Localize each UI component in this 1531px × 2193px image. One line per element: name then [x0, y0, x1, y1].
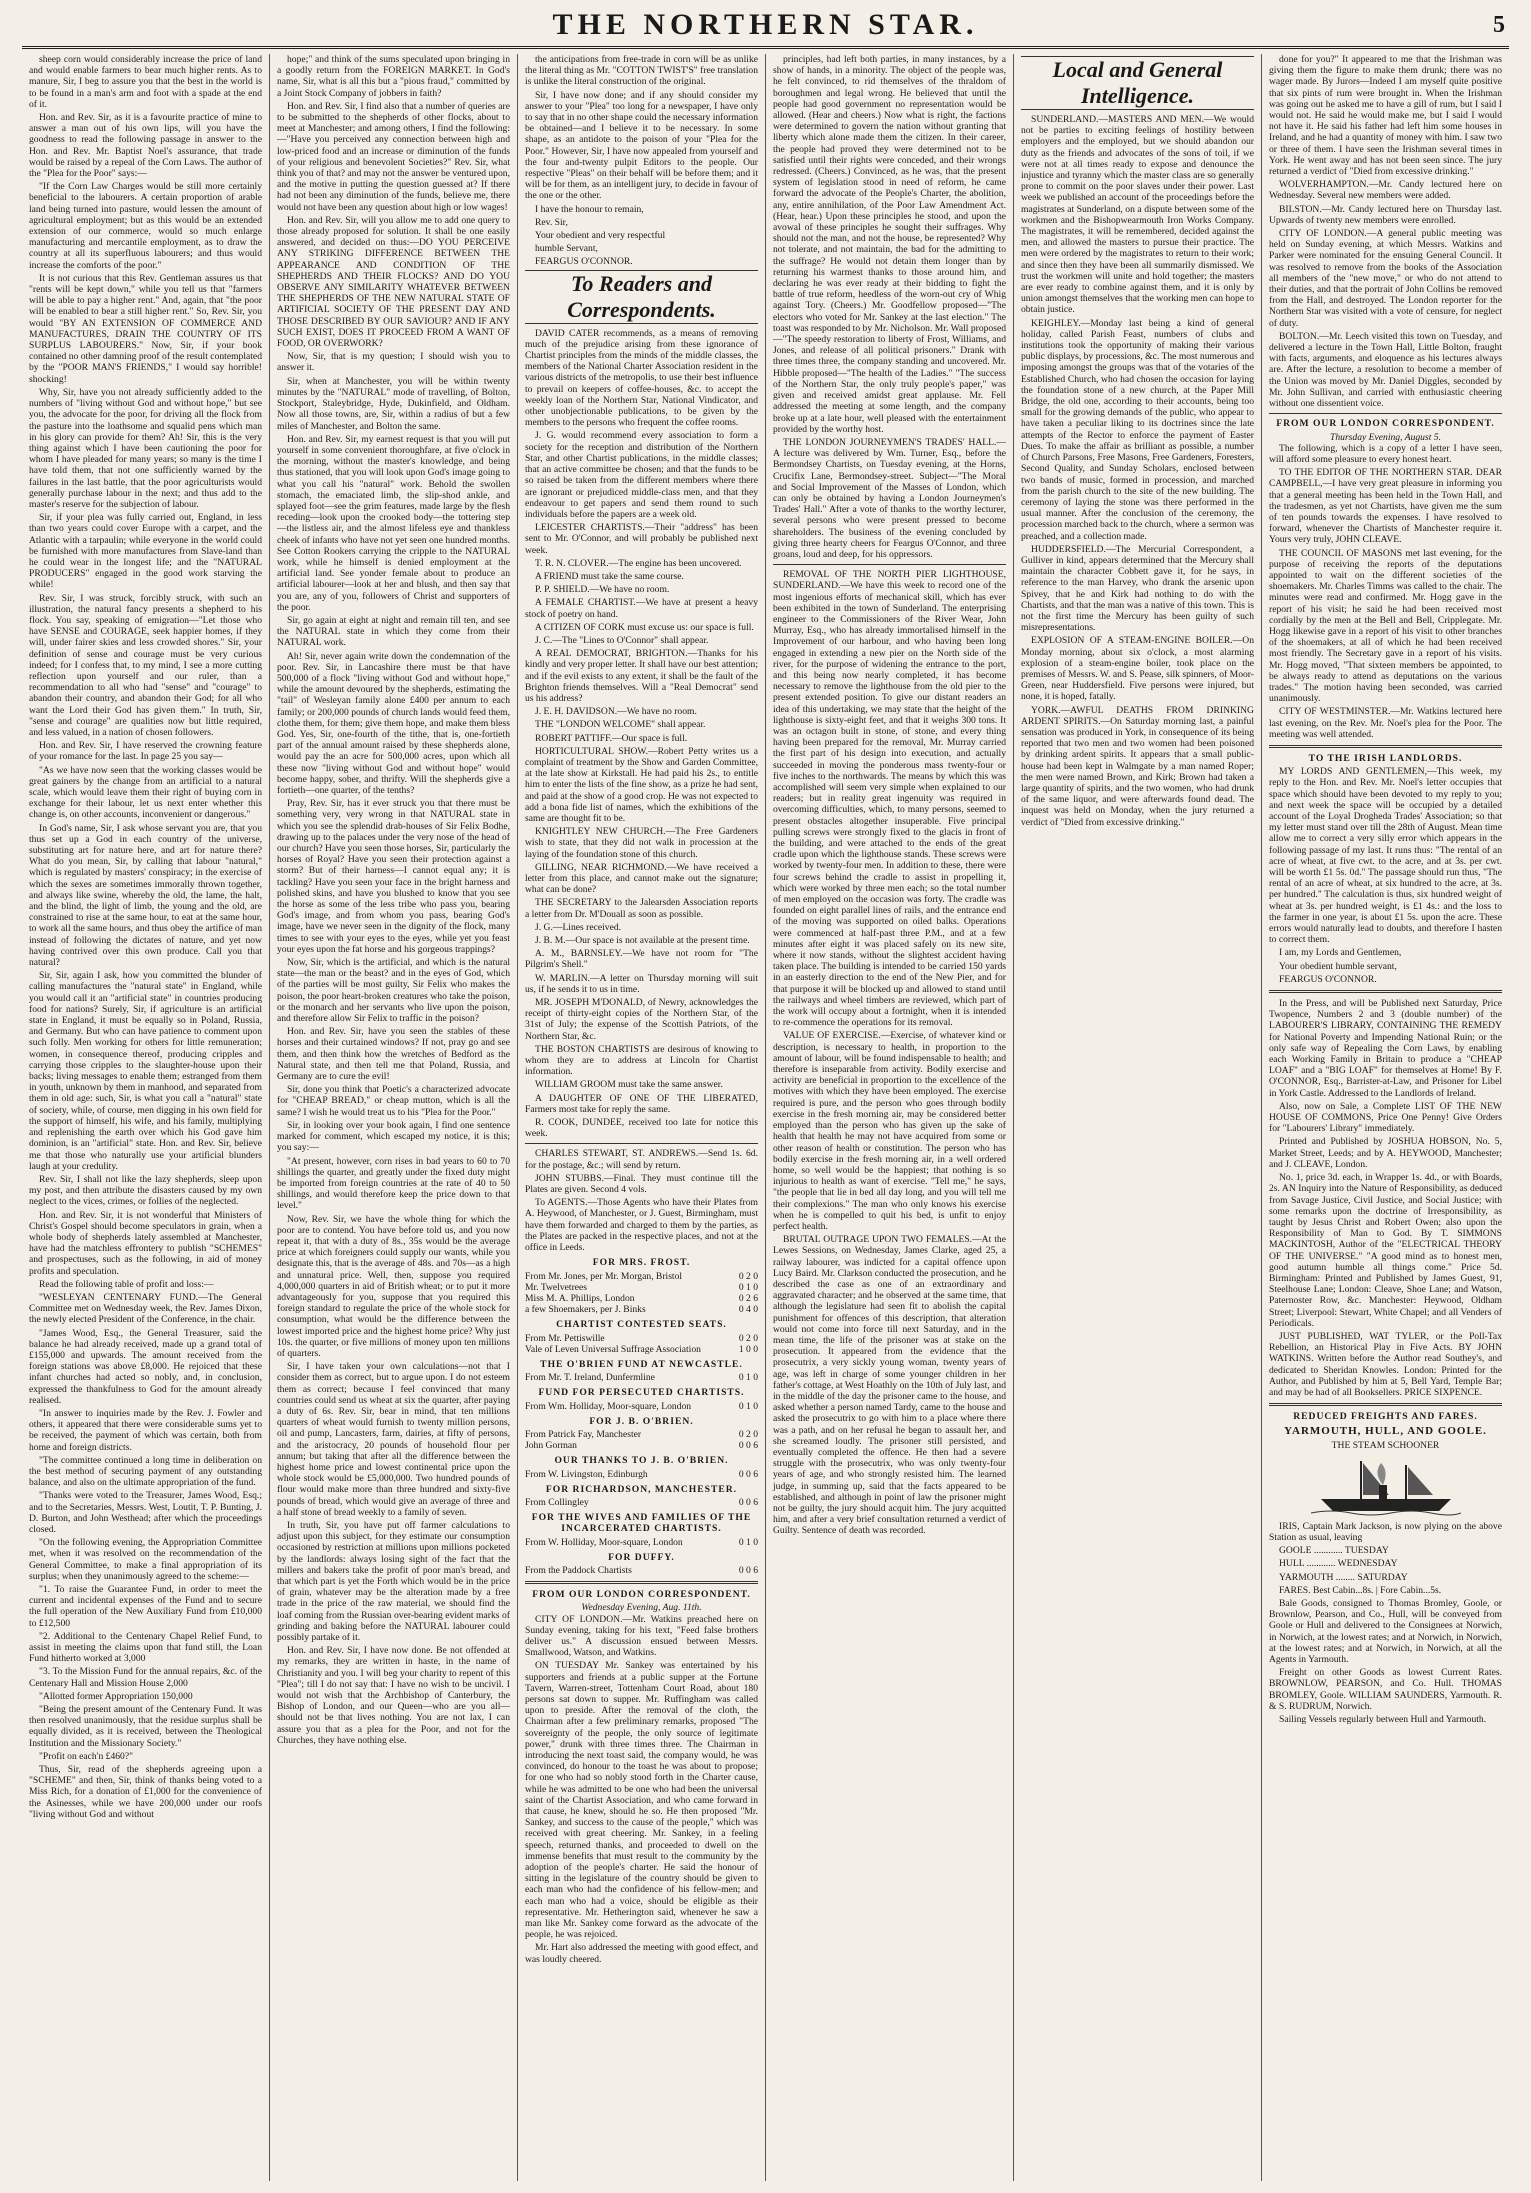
column-5: [1014, 54, 1262, 2181]
paragraph: Hon. and Rev. Sir, I have reserved the crowning feature of your romance for the last. In page 25 you say—: [29, 740, 262, 763]
column-2: [270, 54, 518, 2181]
paragraph: Sir, go again at eight at night and remain till ten, and see the NATURAL state in which they come from their NATURAL work.: [277, 614, 510, 649]
paragraph: done for you?" It appeared to me that the Irishman was giving them the figure to make them drunk; there was no wager made. By Jurors—Indeed I am myself quite positive that six pints of rum were brought in. When the Irishman was going out he asked me to have a gill of rum, but I said I would not. He said he would make me, but I said I would not have it. He said his father had left him some houses in Ireland, and he had a quantity of money with him. I saw two or three of them. I have seen the Irishman several times in York. He went away and has not been seen since. The jury returned a verdict of "Died from excessive drinking.": [1269, 54, 1502, 178]
paragraph: In God's name, Sir, I ask whose servant you are, that you thus set up a God in each country of the universe, substituting art for nature here, and art for nature there? What do you mean, Sir, by calling that labour "natural," which is regulated by masters' conspiracy; in the exercise of which the sexes are sometimes immorally thrown together, and always like swine, whereby the old, the lame, the halt, and the blind, the light of limb, the young and the old, are constrained to rise at the same hour, to eat at the same hour, to work all the same hours, and thus obey the artifice of man instead of following the dictates of nature, and yet now having contrived over this own produce. Call you that natural?: [29, 822, 262, 969]
subscription-row: [525, 1537, 758, 1548]
paragraph: ROBERT PATTIFF.—Our space is full.: [535, 732, 688, 744]
paragraph: J. G.—Lines received.: [535, 921, 622, 933]
paragraph: Hon. and Rev. Sir, I have now done. Be not offended at my remarks, they are written in haste, in the name of Christianity and you. I will beg your charity to repent of this "Plea"; till I do not say that: I have no wish to be uncivil. I would not wish that the Archbishop of Canterbury, the Bishop of London, and our Queen—who are you all—should not be that lives nothing. You are not lax, I can assure you that as a plea for the Poor, and not for the Churches, they have nothing else.: [277, 1645, 510, 1746]
paragraph: Read the following table of profit and loss:—: [39, 1278, 214, 1290]
paragraph: A CITIZEN OF CORK must excuse us: our space is full.: [535, 621, 754, 633]
irish-landlords-letter: [1269, 766, 1502, 985]
paragraph: FEARGUS O'CONNOR.: [535, 256, 633, 268]
subscriptions-table-6: [525, 1469, 758, 1480]
readers-correspondents-heading: To Readers and Correspondents.: [525, 270, 758, 324]
paragraph: "1. To raise the Guarantee Fund, in order to meet the current and incidental expenses of the Fund and to secure the full operation of the New Auxiliary Fund from £10,000 to £12,500: [29, 1584, 262, 1629]
paragraph: KEIGHLEY.—Monday last being a kind of general holiday, called Parish Feast, numbers of clubs and institutions took the opportunity of making their various public displays, by processions, &c. The most numerous and imposing amongst the groups was that of the votaries of the Established Church, who had chosen the occasion for laying the foundation stone of a new church, at the Paper Mill Bridge, the old one, according to their accounts, being too small for the growing demands of the public, who appear to have taken a peculiar liking to its doctrines since the late attempts of the Rector to enforce the payment of Easter Dues. To make the affair as brilliant as possible, a number of Church Parsons, Free Masons, Free Gardeners, Foresters, Second Quality, and Sunday Scholars, enclosed between two bands of music, formed in procession, and marched from the parish church to the site of the new building. The ceremony of laying the stone was there performed in the usual manner. After the conclusion of the ceremony, the procession marched back to the church, where a sermon was preached, and a collection made.: [1021, 317, 1254, 542]
paragraph: EXPLOSION OF A STEAM-ENGINE BOILER.—On Monday morning, about six o'clock, a most alarming explosion of a steam-engine boiler, took place on the premises of Messrs. W. and S. Pease, silk spinners, of Moor-Green, near Huddersfield. Five persons were injured, but none, it is hoped, fatally.: [1021, 635, 1254, 703]
subscriptions-heading-9: FOR DUFFY.: [608, 1551, 675, 1563]
divider-double: [1269, 990, 1502, 993]
local-intelligence-heading: Local and General Intelligence.: [1021, 56, 1254, 110]
subscription-row: [525, 1282, 758, 1293]
paragraph: Also, now on Sale, a Complete LIST OF THE NEW HOUSE OF COMMONS, Price One Penny! Give Orders for "Labourers' Library" immediately.: [1269, 1100, 1502, 1135]
subscription-amount: 0 4 0: [738, 1304, 758, 1316]
paragraph: Sir, Sir, again I ask, how you committed the blunder of calling manufactures the "natural state" in England, while you would call it an "artificial state" in countries producing food for nations? Surely, Sir, if agriculture is an artificial state in England, it must be equally so in Poland, Russia, and Germany. But who can have patience to comment upon such folly. Men working for others for little remuneration; women, in consequence thereof, producing cripples and carrying those cripples to the slaughter-house upon their backs; living messages to enable them; estranged from them in youth, unknown by them in manhood, and separated from them in old age: such, Sir, is what you call a "natural" state of society, while, of course, men digging in his own field for the support of himself, his wife, and his family, multiplying and replenishing the earth over which his God gave him dominion, is an "artificial" state. Hon. and Rev. Sir, believe me that those who naturally use your artificial blunders laugh at your credulity.: [29, 970, 262, 1172]
paragraph: WILLIAM GROOM must take the same answer.: [535, 1079, 723, 1091]
paragraph: Printed and Published by JOSHUA HOBSON, No. 5, Market Street, Leeds; and by A. HEYWOOD, Manchester; and J. CLEAVE, London.: [1269, 1136, 1502, 1170]
paragraph: Mr. Hart also addressed the meeting with good effect, and was loudly cheered.: [525, 1942, 758, 1965]
paragraph: "James Wood, Esq., the General Treasurer, said the balance he had already received, made up a grand total of £155,000 and upwards. The amount received from the foreign stations was above £8,000. He rejoiced that these infant churches had acted so nobly, and, in conclusion, expressed the thankfulness to God for the amount already realised.: [29, 1327, 262, 1406]
paragraph: Ah! Sir, never again write down the condemnation of the poor. Rev. Sir, in Lancashire there must be that have 500,000 of a flock "living without God and without hope," while the amount devoured by the shepherds, estimating the "tail" of Wesleyan family alone £400 per annum to each family; or 200,000 pounds of church lands would feed them, clothe them, for them; give them hope, and make them bless God. Yes, Sir, one-fourth of the tithe, that is, one-fortieth part of the annual amount raised by these shepherds alone, would pay the an acre for 500,000 acres, upon which all these now "living without God and without hope" would become happy, sober, and thrifty. Will the shepherds give a fortieth—one quarter, of the tenths?: [277, 650, 510, 796]
paragraph: sheep corn would considerably increase the price of land and would enable farmers to bear much higher rents. As to manure, Sir, I beg to assure you that the best in the world is to be found in a man's arm and foot with a spade at the end of it.: [29, 54, 262, 110]
paragraph: Sir, in looking over your book again, I find one sentence marked for comment, which escaped my notice, it is this; you say:—: [277, 1119, 510, 1154]
paragraph: "At present, however, corn rises in bad years to 60 to 70 shillings the quarter, and greatly under the fixed duty might be imported from foreign countries at the rate of 40 to 50 shillings, and would therefore keep the price down to that level.": [277, 1155, 510, 1212]
paragraph: HULL ............ WEDNESDAY: [1279, 1558, 1398, 1570]
paragraph: J. G. would recommend every association to form a society for the reception and distribution of the Northern Star, and other Chartist publications, in the middle classes; that an active committee be chosen; and that the funds to be so raised be taken from the different members where there are ignorant or prejudiced middle-class men, and that they endeavour to get papers and send them round to such individuals before the papers are a week old.: [525, 430, 758, 520]
paragraph: CITY OF LONDON.—A general public meeting was held on Sunday evening, at which Messrs. Watkins and Parker were nominated for the ensuing General Council. It was resolved to remove from the books of the Association all members of the "new move," or who do not attend to their duties, and that the portrait of John Collins be removed from the Hall, and destroyed. The London reporter for the Northern Star was visited with a vote of censure, for neglect of duty.: [1269, 228, 1502, 329]
paragraph: Sir, done you think that Poetic's a characterized advocate for "CHEAP BREAD," or cheap mutton, which is all the same? I wish he would treat us to his "Plea for the Poor.": [277, 1084, 510, 1118]
subscriptions-table-8: [525, 1537, 758, 1548]
fares-heading: REDUCED FREIGHTS AND FARES.: [1293, 1411, 1478, 1423]
paragraph: FEARGUS O'CONNOR.: [1279, 973, 1377, 985]
paragraph: LEICESTER CHARTISTS.—Their "address" has been sent to Mr. O'Connor, and will probably be published next week.: [525, 522, 758, 556]
correspondent-heading: FROM OUR LONDON CORRESPONDENT.: [1276, 418, 1495, 430]
subscription-amount: 0 1 0: [738, 1536, 758, 1548]
subscription-row: [525, 1333, 758, 1344]
paragraph: I have the honour to remain,: [535, 203, 644, 215]
paragraph: principles, had left both parties, in many instances, by a show of hands, in a minority. The object of the people was, he felt convinced, to rid themselves of the thraldom of boroughmen and legal wrong. He believed that until the people had good government no representation would be allowed. (Hear and cheers.) Now what is right, the factions were determined to govern the nation without granting that liberty which alone made them the citizen. In their career, the people had proved they were determined not to be satisfied until their rights were conceded, and their wrongs redressed. (Cheers.) Convinced, as he was, that the present system of legislation stood in need of reform, he came forward the advocate of the People's Charter, the abolition, any, entire annihilation, of the Poor Law Amendment Act. (Hear, hear.) Upon these principles he stood, and upon the avowal of these principles he sought their suffrages. Why should not the man, and not the house, be represented? Why not tolerate, and not maintain, the bad for the admitting to the suffrage? He would not detain them longer than by returning his warmest thanks to those around him, and declaring he was ever ready at their bidding to fight the battle of true reform, heedless of the worn-out cry of Whig against Tory. (Cheers.) Mr. Goodfellow proposed—"The electors who voted for Mr. Sankey at the last election." The toast was responded to by Mr. Nicholson. Mr. Wall proposed—"The speedy restoration to liberty of Frost, Williams, and Jones, and release of all political prisoners." Drank with three times three, the company standing and uncovered. Mr. Hibble proposed—"The health of the Ladies." "The success of the Northern Star, the only truly people's paper," was given and received amidst great applause. Mr. Fell addressed the meeting at some length, and the company broke up at a late hour, well pleased with the entertainment provided by the worthy host.: [773, 54, 1007, 435]
subscriptions-table-2: [525, 1333, 758, 1355]
irish-landlords-heading: TO THE IRISH LANDLORDS.: [1308, 752, 1463, 764]
subscriptions-table-5: [525, 1429, 758, 1451]
paragraph: Hon. and Rev. Sir, will you allow me to add one query to those already proposed for solution. It shall be one easily answered, and decided on thus:—DO YOU PERCEIVE ANY STRIKING DIFFERENCE BETWEEN THE APPEARANCE AND CONDITION OF THE SHEPHERDS AND THEIR FLOCKS? AND DO YOU OBSERVE ANY SIMILARITY WHATEVER BETWEEN THE SHEPHERDS OF THE NEW NATURAL STATE OF ARTIFICIAL SOCIETY OF THE PRESENT DAY AND THOSE DESCRIBED BY OUR SAVIOUR? AND IF ANY SUCH EXIST, DOES IT PROCEED FROM A WANT OF FOOD, OR OVERWORK?: [277, 214, 510, 350]
subscriptions-table: [525, 1271, 758, 1316]
subscription-row: [525, 1344, 758, 1355]
letter-continued: [29, 54, 262, 1820]
paragraph: I am, my Lords and Gentlemen,: [1279, 947, 1402, 959]
paragraph: A FEMALE CHARTIST.—We have at present a heavy stock of poetry on hand.: [525, 597, 758, 620]
subscription-amount: 0 2 0: [738, 1270, 758, 1282]
paragraph: Hon. and Rev. Sir, it is not wonderful that Ministers of Christ's Gospel should become speculators in grain, when a whole body of shepherds lately assembled at Manchester, have had the matchless effrontery to publish "SCHEMES" and prospectuses, such as the following, in aid of money profits and speculation.: [29, 1209, 262, 1277]
subscriber-name: From Mr. Jones, per Mr. Morgan, Bristol: [525, 1270, 683, 1282]
paragraph: Hon. and Rev. Sir, have you seen the stables of these horses and their curtained windows? If not, pray go and see them, and then think how the wretches of Bedford as the Natural state, and then tell me that Poland, Russia, and Germany are to cure the evil!: [277, 1026, 510, 1083]
paragraph: Freight on other Goods as lowest Current Rates. BROWNLOW, PEARSON, and Co. Hull. THOMAS BROMLEY, Goole. WILLIAM SAUNDERS, Yarmouth. R. & S. RUDRUM, Norwich.: [1269, 1667, 1502, 1712]
steam-schooner-icon: [1311, 1455, 1461, 1517]
paragraph: A FRIEND must take the same course.: [535, 570, 684, 582]
newspaper-title: THE NORTHERN STAR.: [552, 8, 979, 41]
subscription-amount: 0 1 0: [738, 1281, 758, 1293]
paragraph: ON TUESDAY Mr. Sankey was entertained by his supporters and friends at a public supper at the Fortune Tavern, Warren-street, Tottenham Court Road, about 180 persons sat down to supper. Mr. Ruffingham was called upon to preside. After the removal of the cloth, the Chairman after a few preliminary remarks, proposed "The sovereignty of the people, the only source of legitimate power," drunk with three times three. The Chairman in introducing the next toast said, the company would, he was convinced, do honour to the toast he was about to propose; for one who had so nobly stood forth in the Charter cause, while he was admitted to be one who had been the universal saint of the Chartist Association, and who came forward in that cause, he knew, should he so. He then proposed "Mr. Sankey, and success to the cause of the people," which was received with great cheering. Mr. Sankey, in a feeling speech, returned thanks, and proceeded to dwell on the immense benefits that must result to the community by the adoption of the people's charter. He said the honour of sitting in the legislature of the country should be given to each man who had the confidence of his fellow-men; and each man who had a voice, should be eligible as their representative. Mr. Hetherington said, whenever he saw a man like Mr. Sankey come forward as the advocate of the people, he was rejoiced.: [525, 1660, 758, 1941]
paragraph: The following, which is a copy of a letter I have seen, will afford some pleasure to every honest heart.: [1269, 442, 1502, 465]
paragraph: REMOVAL OF THE NORTH PIER LIGHTHOUSE, SUNDERLAND.—We have this week to record one of the most ingenious efforts of mechanical skill, which has ever been exhibited in the town of Sunderland. The enterprising engineer to the Commissioners of the River Wear, John Murray, Esq., who has already immortalised himself in the Improvement of our harbour, and who having been long engaged in extending a new pier on the North side of the river, for the purpose of widening the entrance to the port, and this being now nearly completed, it has become necessary to remove the lighthouse from the old pier to the present extended position. To give our distant readers an idea of this undertaking, we may state that the height of the lighthouse is sixty-eight feet, and that it weighs 300 tons. It was an octagon built in stone, of stone, and every thing having been prepared for the removal, Mr. Murray carried the first part of his design into execution, and actually succeeded in moving the ponderous mass twenty-four or five inches to the northwards. The means by which this was accomplished will seem very simple when explained to our readers; but in reality great ingenuity was required in overcoming difficulties, which, to many persons, seemed to present obstacles altogether insuperable. Five principal pulling screws were strongly fixed to the glacis in front of the building, and were attached to the ends of the great cradle upon which the lighthouse stands. These screws were worked by twenty-four men. In addition to these, there were four screws behind the cradle to assist in propelling it, which were worked by three men each; so the total number of men employed on the occasion was forty. The cradle was founded on eight parallel lines of rails, and the entrance end of the moving was supported on oiled balks. Operations were commenced at half-past three P.M., and at a few minutes after eight it was placed safely on its new site, where it now stands, without the slightest accident having taken place. The building is intended to be carried 150 yards in an easterly direction to the end of the New Pier, and for that purpose it will be blocked up and allowed to stand until the railways and wheel timbers are reviewed, which part of the work will occupy about a fortnight, when it is intended to re-commence the operations for its removal.: [773, 569, 1006, 1029]
paragraph: JUST PUBLISHED, WAT TYLER, or the Poll-Tax Rebellion, an Historical Play in Five Acts. BY JOHN WATKINS. Written before the Author read Southey's, and dedicated to Sheridan Knowles. London: Printed for the Author, and Published by him at 5, Bell Yard, Temple Bar; and may be had of all Booksellers. PRICE SIXPENCE.: [1269, 1330, 1502, 1398]
paragraph: YORK.—AWFUL DEATHS FROM DRINKING ARDENT SPIRITS.—On Saturday morning last, a painful sensation was produced in York, in consequence of its being reported that two men and two women had been poisoned by drinking ardent spirits. It appears that a small public-house had been kept in Walmgate by a man named Roper; the men were named Brown, and Kirk; Brown had taken a large quantity of spirits, and the two women, who had drunk of the same liquor, and were afterwards found dead. The inquest was held on Monday, when the jury returned a verdict of "Died from excessive drinking.": [1021, 704, 1254, 828]
paragraph: "On the following evening, the Appropriation Committee met, when it was resolved on the recommendation of the General Committee, to make a final appropriation of its surplus; when they unanimously agreed to the scheme:—: [29, 1537, 262, 1582]
paragraph: Your obedient humble servant,: [1279, 960, 1397, 972]
london-correspondent-date: Wednesday Evening, Aug. 11th.: [581, 1602, 702, 1614]
divider-double: [1269, 1403, 1502, 1406]
paragraph: "The committee continued a long time in deliberation on the best method of securing payment of any outstanding balance, and also on the ultimate appropriation of the fund.: [29, 1454, 262, 1489]
divider: [1269, 413, 1502, 414]
subscriptions-heading-3: THE O'BRIEN FUND AT NEWCASTLE.: [540, 1358, 743, 1370]
subscriber-name: From the Paddock Chartists: [525, 1564, 632, 1576]
paragraph: "3. To the Mission Fund for the annual repairs, &c. of the Centenary Hall and Mission House 2,000: [29, 1666, 262, 1689]
subscriber-name: From Mr. Pettiswille: [525, 1332, 605, 1344]
correspondent-reports: [1269, 443, 1502, 740]
paragraph: VALUE OF EXERCISE.—Exercise, of whatever kind or description, is necessary to health, in proportion to the amount of labour, will be found indispensable to health; and therefore is inseparable from activity. Bodily exercise and activity are beneficial in proportion to the excellence of the motives with which they have been employed. The exercise required is pure, and the person who goes through bodily exercise in the fresh morning air, may be considered better employed than the person who has given up the sake of health that health he may not have acquired from some or other reason of health or constitution. The person who has bodily exercise in the fresh morning air, in a well ordered home, so well would be the happiest; that nothing is so injurious to health as want of exercise. "Tell me," he says, "the people that lie in bed all day long, and you will tell me their complexions." The man who only knows his exercise when he is compelled to quit his bed, is unfit to enjoy perfect health.: [773, 1030, 1006, 1232]
paragraph: THE COUNCIL OF MASONS met last evening, for the purpose of receiving the reports of the deputations appointed to wait on the different societies of the shoemakers. Mr. Charles Timms was called to the chair. The minutes were read and confirmed. Mr. Hogg gave in the report of his visit; he said he had been received most cordially by the men at the Bell and Bell, Cripplegate. Mr. Hogg likewise gave in a report of his visit to other branches of the shoemakers, at all of which he had been received most friendly. The Secretary gave in a report of his visits. Mr. Hogg moved, "That sixteen members be appointed, to be always ready to attend as deputations on the various trades." The motion having been seconded, was carried unanimously.: [1269, 547, 1502, 705]
subscriber-name: a few Shoemakers, per J. Binks: [525, 1304, 646, 1316]
paragraph: BRUTAL OUTRAGE UPON TWO FEMALES.—At the Lewes Sessions, on Wednesday, James Clarke, aged 25, a railway labourer, was indicted for a capital offence upon Lucy Baird. Mr. Clarkson conducted the prosecution, and he described the case as one of an extraordinary and aggravated character; and he observed at the same time, that although the legislature had seen fit to abolish the capital punishment for offences of this description, that alteration would not come into force till next Saturday, and in the mean time, the life of the prisoner was at stake on the prosecution. It appeared from the evidence that the prosecutrix, a very sickly young woman, twenty years of age, was left in charge of some younger children in her father's cottage, at West Hoathly on the 10th of July last, and in the middle of the day the prisoner came to the house, and asked whether a person named Tardy, came to the house and asked the prosecutrix to go with him to a place where there was a path, and on her refusal he began to assault her, and she screamed loudly. The prisoner still persisted, and eventually completed the offence. He then had a severe struggle with the prosecutrix, who was only twenty-four years of age, and who strongly resisted him. The learned judge, in summing up, said that the facts appeared to be established, and although in point of law the prisoner might not be guilty, the jury should acquit him. The jury acquitted him, and after a very brief consultation returned a verdict of Guilty. Sentence of death was recorded.: [773, 1234, 1006, 1537]
paragraph: Hon. and Rev. Sir, my earnest request is that you will put yourself in some convenient thoroughfare, at five o'clock in the morning, without the master's knowledge, and being thus stationed, that you will look upon God's image going to what you call his "natural" work. Behold the swollen stomach, the emaciated limb, the slip-shod ankle, and splayed foot—see the grim features, made large by the flesh receding—look upon the crooked body—the tottering step—the listless air, and the almost lifeless eye and thankless cheek of infants who have not yet seen one hundred months. See Cotton Rookers carrying the cripple to the NATURAL work, while he himself is denied employment at the artificial land. See yonder female about to produce an artificial labourer—look at her and blush, and then say that you are, any of you, followers of Christ and supporters of the poor.: [277, 433, 510, 613]
paragraph: TO THE EDITOR OF THE NORTHERN STAR. DEAR CAMPBELL,—I have very great pleasure in informing you that a general meeting has been held in the Town Hall, and the tradesmen, as yet not Chartists, have given me the sum of ten pounds towards the expenses. I have resolved to forward, whenever the Chartists of Manchester require it. Yours very truly, JOHN CLEAVE.: [1269, 467, 1502, 546]
paragraph: JOHN STUBBS.—Final. They must continue till the Plates are given. Second 4 vols.: [525, 1172, 758, 1196]
subscription-row: [525, 1372, 758, 1383]
subscription-amount: 0 2 0: [738, 1428, 758, 1440]
paragraph: HORTICULTURAL SHOW.—Robert Petty writes us a complaint of treatment by the Show and Garden Committee, at the late show at Kirkstall. He had paid his 2s., to entitle him to enter the lists of the fine show, as a prize he had sent, and paid at the show of a good crop. He was not expected to add a bona fide list of names, which the exhibitions of the same are thought fit to be.: [525, 745, 758, 824]
subscription-row: [525, 1429, 758, 1440]
subscriptions-table-4: [525, 1401, 758, 1412]
subscriber-name: From Wm. Holliday, Moor-square, London: [525, 1400, 692, 1412]
subscriber-name: From Patrick Fay, Manchester: [525, 1428, 642, 1440]
subscription-row: [525, 1469, 758, 1480]
article-columns: [22, 54, 1509, 2181]
fares-details: [1269, 1521, 1502, 1725]
london-correspondent-reports: [525, 1614, 758, 1965]
paragraph: DAVID CATER recommends, as a means of removing much of the prejudice arising from these ignorance of Chartist principles from the minds of the middle classes, the members of the National Charter Association resident in the various districts of the metropolis, to use their best influence to prevail on keepers of coffee-houses, &c. to accept the weekly loan of the Northern Star, National Vindicator, and other unobjectionable publications, to be given by the members to the persons who frequent the coffee rooms.: [525, 327, 758, 429]
local-reports-continued: [1269, 54, 1502, 409]
paragraph: Thus, Sir, read of the shepherds agreeing upon a "SCHEME" and then, Sir, think of thanks being voted to a Miss Rich, for a donation of £1,000 for the convenience of the Asinesses, while we have 200,000 under our roofs "living without God and without: [29, 1764, 262, 1820]
subscriber-name: Mr. Twelvetrees: [525, 1281, 588, 1293]
paragraph: Hon. and Rev. Sir, as it is a favourite practice of mine to answer a man out of his own lips, will you have the goodness to read the following passage in answer to the Hon. and Rev. Mr. Baptist Noel's assurance, that trade would be raised by a repeal of the Corn Laws. The author of the "Plea for the Poor" says:—: [29, 112, 262, 180]
paragraph: CITY OF LONDON.—Mr. Watkins preached here on Sunday evening, taking for his text, "Feed false brothers deliver us." A discussion ensued between Messrs. Smallwood, Watson, and Watkins.: [525, 1613, 758, 1659]
paragraph: THE SECRETARY to the Jalearsden Association reports a letter from Dr. M'Douall as soon as possible.: [525, 897, 758, 920]
subscription-amount: 0 0 6: [738, 1564, 758, 1576]
paragraph: Hon. and Rev. Sir, I find also that a number of queries are to be submitted to the shepherds of other flocks, about to meet at Manchester; and among others, I find the following:—"Have you perceived any connection between high and low-priced food and an increase or diminution of the funds of your religious and benevolent Societies?" Rev. Sir, what think you of that? and may not the answer be ventured upon, and the motive in putting the question guessed at? If there had not been any diminution of the funds, believe me, there would not have been any question about high or low wages!: [277, 100, 510, 213]
letter-continued-2: [277, 54, 510, 1746]
paragraph: W. MARLIN.—A letter on Thursday morning will suit us, if he sends it to us in time.: [525, 972, 758, 995]
paragraph: humble Servant,: [535, 243, 598, 255]
divider-double: [1269, 745, 1502, 748]
paragraph: Rev. Sir,: [535, 216, 568, 228]
paragraph: Sir, when at Manchester, you will be within twenty minutes by the "NATURAL" mode of travelling, of Bolton, Stockport, Staleybridge, Hyde, Dukinfield, and Oldham. Now all those towns, are, Sir, within a radius of but a few miles of Manchester, and Bolton the same.: [277, 375, 510, 432]
fares-route: YARMOUTH, HULL, AND GOOLE.: [1284, 1425, 1487, 1438]
paragraph: FARES. Best Cabin...8s. | Fore Cabin...5s.: [1279, 1584, 1442, 1596]
paragraph: J. B. M.—Our space is not available at the present time.: [535, 935, 750, 947]
subscription-row: [525, 1293, 758, 1304]
fares-subheading: THE STEAM SCHOONER: [1331, 1439, 1440, 1451]
subscriptions-heading-8: FOR THE WIVES AND FAMILIES OF THE INCARCERATED CHARTISTS.: [531, 1512, 752, 1535]
column-1: [22, 54, 270, 2181]
subscription-row: [525, 1401, 758, 1412]
paragraph: "Being the present amount of the Centenary Fund. It was then resolved unanimously, that the residue surplus shall be equally divided, as it is received, between the Theological Institution and the Missionary Society.": [29, 1704, 262, 1749]
paragraph: SUNDERLAND.—MASTERS AND MEN.—We would not be parties to exciting feelings of hostility between employers and the employed, but we should abandon our duty as the friends and advocates of the sons of toil, if we were not at all times ready to expose and denounce the injustice and tyranny which the master class are so generally prone to commit on the poor slaves under their power. Last week we published an account of the proceedings before the magistrates at Sunderland, on a dispute between some of the workmen and the Bishopwearmouth Iron Works Company. The magistrates, it will be remembered, decided against the men, and allowed the masters to pursue their practice. The men were ordered by the magistrates to return to their work; and since then they have been all summarily dismissed. We trust the workmen will unite and hold together; the masters are ever ready to combine against them, and it is only by union amongst themselves that the working men can hope to obtain justice.: [1021, 114, 1254, 316]
page-number: 5: [1493, 12, 1505, 38]
paragraph: THE BOSTON CHARTISTS are desirous of knowing to whom they are to address at Lincoln for Chartist information.: [525, 1043, 758, 1078]
paragraph: "In answer to inquiries made by the Rev. J. Fowler and others, it appeared that there were considerable sums yet to be received, the payment of which was certain, both from home and foreign districts.: [29, 1407, 262, 1453]
subscriptions-heading-6: OUR THANKS TO J. B. O'BRIEN.: [554, 1455, 729, 1467]
paragraph: "As we have now seen that the working classes would be great gainers by the change from an artificial to a natural scale, which would leave them their right of buying corn in exchange for their labour, let us next enter whether this change is, on other accounts, inconvenient or dangerous.": [29, 764, 262, 821]
paragraph: "Thanks were voted to the Treasurer, James Wood, Esq.; and to the Secretaries, Messrs. West, Loutit, T. P. Bunting, J. D. Burton, and John Westhead; after which the proceedings closed.: [29, 1490, 262, 1535]
subscription-row: [525, 1497, 758, 1508]
london-correspondent-heading: FROM OUR LONDON CORRESPONDENT.: [532, 1589, 751, 1601]
subscription-row: [525, 1565, 758, 1576]
payments-notices: [525, 1148, 758, 1253]
paragraph: "Allotted former Appropriation 150,000: [39, 1690, 193, 1702]
paragraph: Sir, I have now done; and if any should consider my answer to your "Plea" too long for a newspaper, I have only to say that in no other shape could the necessary information be obtained—and I believe it to be necessary. In some shape, as an antidote to the poison of your "Plea for the Poor." However, Sir, I have now appealed from yourself and the four and-twenty pulpit Editors to the people. Our respective "Pleas" on their behalf will be before them; and it will be for them, as an intelligent jury, to decide in favour of the one or the other.: [525, 89, 758, 202]
subscriber-name: Miss M. A. Phillips, London: [525, 1292, 635, 1304]
subscriber-name: From W. Livingston, Edinburgh: [525, 1468, 648, 1480]
divider: [525, 1143, 758, 1144]
paragraph: Your obedient and very respectful: [535, 230, 666, 242]
subscriber-name: Vale of Leven Universal Suffrage Association: [525, 1343, 701, 1355]
paragraph: A REAL DEMOCRAT, BRIGHTON.—Thanks for his kindly and very proper letter. It shall have our best attention; and if the evil exists to any extent, it shall be the fault of the Brighton friends themselves. Will a "Real Democrat" send us his address?: [525, 648, 758, 704]
subscription-amount: 0 1 0: [738, 1372, 758, 1384]
paragraph: Rev. Sir, I shall not like the lazy shepherds, sleep upon my post, and then attribute the disasters caused by my own neglect to the vices, crimes, or follies of the neglected.: [29, 1173, 262, 1208]
paragraph: CHARLES STEWART, ST. ANDREWS.—Send 1s. 6d. for the postage, &c.; will send by return.: [525, 1148, 758, 1171]
paragraph: P. P. SHIELD.—We have no room.: [535, 584, 670, 596]
paragraph: HUDDERSFIELD.—The Mercurial Correspondent, a Gulliver in kind, appears determined that the Mercury shall maintain the character Cobbett gave it, for he says, in reference to the man Harvey, who drank the arsenic upon Spivey, that he and Kirk had nothing to do with the Chartists, and that the man was a native of this town. This is not the first time the Mercury has been guilty of such misrepresentations.: [1021, 543, 1254, 634]
paragraph: YARMOUTH ........ SATURDAY: [1279, 1571, 1408, 1583]
column-3: [518, 54, 766, 2181]
subscriptions-heading-5: FOR J. B. O'BRIEN.: [589, 1415, 694, 1427]
subscriber-name: From W. Holliday, Moor-square, London: [525, 1536, 683, 1548]
paragraph: MR. JOSEPH M'DONALD, of Newry, acknowledges the receipt of thirty-eight copies of the Northern Star, of the 31st of July; the expense of the Scottish Patriots, of the Northern Star, &c.: [525, 997, 758, 1042]
letter-closing: [525, 54, 758, 268]
paragraph: Now, Rev. Sir, we have the whole thing for which the poor are to contend. You have before told us, and you now repeat it, that with a duty of 8s., 35s would be the average price at which foreigners could supply our wants, while you designate this, that is the average of 48s. and 70s—as a high and unnatural price. Well, then, suppose you required 4,000,000 quarters in aid of British wheat; or to put it more advantageously for you, suppose that you required this foreign standard to regulate the price of the whole stock for consumption, what would be the difference between the lowest imported price and the highest home price? Why just 10s. the quarter, or five millions of money upon ten millions of quarters.: [277, 1213, 510, 1359]
paragraph: Pray, Rev. Sir, has it ever struck you that there must be something very, very wrong in that NATURAL state in which you see the splendid drab-houses of Sir Felix Bodhe, drawing up to the palaces under the very nose of the head of our church? Have you seen those horses, Sir, particularly the horses of Royal? Have you seen their protection against a storm? But of their harness—I cannot equal any; it is tackling? Have you seen your face in the bright harness and polished skins, and have you blushed to know that you see the horse as some of the less tribe who pass you, bearing God's image, and from whom you pass, bearing God's image, have we never seen in the dignity of the flock, many times to see with your eyes to the eyes, while yet you feast your eyes upon the fat horse and his gorgeous trappings?: [277, 798, 510, 955]
paragraph: It is not curious that this Rev. Gentleman assures us that "rents will be kept down," while you tell us that "farmers will be able to pay a higher rent." And, again, that "the poor will be enabled to bear a still higher rent." So, Rev. Sir, you would "BY AN EXTENSION OF COMMERCE AND MANUFACTURES, DRAIN THE COUNTRY OF ITS SURPLUS LABOURERS." Now, Sir, if your book contained no other damning proof of the result contemplated by the "POOR MAN'S FRIENDS," I would say horrible! shocking!: [29, 272, 262, 385]
paragraph: Why, Sir, have you not already sufficiently added to the numbers of "living without God and without hope," but see you, the advocate for the poor, for driving all the flock from the pasture into the loathsome and squalid pens which man in his glory can provide for them? Ah! Sir, this is the very thing against which I have been cautioning the poor for whom I have pleaded for many years; so many is the time I have told them, that not one sufficiently warned by the failures in the last battle, that the poor agriculturists would generally purchase labour in the next; and thus add to the master's reserve for the subjection of labour.: [29, 386, 262, 510]
paragraph: "WESLEYAN CENTENARY FUND.—The General Committee met on Wednesday week, the Rev. James Dixon, the newly elected President of the Conference, in the chair.: [29, 1291, 262, 1326]
paragraph: Sailing Vessels regularly between Hull and Yarmouth.: [1279, 1714, 1487, 1726]
paragraph: Now, Sir, which is the artificial, and which is the natural state—the man or the beast? and in the eyes of God, which of the parties will be most guilty, Sir Felix who makes the poison, the poor heart-broken creatures who take the poison, or the monarch and her servants who live upon the poison, and therefore allow Sir Felix to traffic in the poison?: [277, 957, 510, 1025]
paragraph: BILSTON.—Mr. Candy lectured here on Thursday last. Upwards of twenty new members were enrolled.: [1269, 203, 1502, 226]
paragraph: GILLING, NEAR RICHMOND.—We have received a letter from this place, and cannot make out the signature; what can be done?: [525, 861, 758, 896]
paragraph: IRIS, Captain Mark Jackson, is now plying on the above Station as usual, leaving: [1269, 1520, 1502, 1543]
paragraph: A. M., BARNSLEY.—We have not room for "The Pilgrim's Shell.": [525, 948, 758, 971]
paragraph: GOOLE ............ TUESDAY: [1279, 1545, 1389, 1557]
paragraph: hope;" and think of the sums speculated upon bringing in a goodly return from the FOREIGN MARKET. In God's name, Sir, what is all this but a "pious fraud," committed by a Joint Stock Company of jobbers in faith?: [277, 54, 510, 99]
paragraph: J. E. H. DAVIDSON.—We have no room.: [535, 706, 697, 718]
paragraph: In truth, Sir, you have put off farmer calculations to adjust upon this subject, for they estimate our consumption occasioned by restriction at millions upon millions pocketed by the landlords: always losing sight of the fact that the millers and bakers take the profit of poor man's bread, and that which part is yet the Forth which would be in the price of grain, whatever may be the alteration made by a free trade in the price of the raw material, we should find the loaf coming from the Russian over-bearing evident marks of grinding and baking before the NATURAL labourer could possibly partake of it.: [277, 1520, 510, 1644]
subscription-amount: 1 0 0: [738, 1343, 758, 1355]
subscription-amount: 0 0 6: [738, 1496, 758, 1508]
paragraph: A DAUGHTER OF ONE OF THE LIBERATED, Farmers most take for reply the same.: [525, 1092, 758, 1115]
correspondent-date: Thursday Evening, August 5.: [1330, 431, 1441, 443]
subscriptions-heading-2: CHARTIST CONTESTED SEATS.: [556, 1319, 727, 1331]
meeting-reports: [773, 54, 1006, 560]
paragraph: Now, Sir, that is my question; I should wish you to answer it.: [277, 351, 510, 374]
paragraph: To AGENTS.—Those Agents who have their Plates from A. Heywood, of Manchester, or J. Guest, Birmingham, must have them forwarded and charged to them by the parties, as the Plates are packed in the respective places, and not at the office in Leeds.: [525, 1197, 758, 1254]
paragraph: THE LONDON JOURNEYMEN'S TRADES' HALL.—A lecture was delivered by Wm. Turner, Esq., before the Bermondsey Chartists, on Tuesday evening, at the Horns, Crucifix Lane, Bermondsey-street. Subject—"The Moral and Social Improvement of the Masses of London, which can only be obtained by having a London Journeymen's Trades' Hall." After a vote of thanks to the worthy lecturer, several persons who were present pressed to become shareholders. The business of the evening concluded by giving three hearty cheers for Feargus O'Connor, and three groans, loud and deep, for his oppressors.: [773, 436, 1006, 560]
paragraph: "2. Additional to the Centenary Chapel Relief Fund, to assist in meeting the claims upon that fund still, the Loan Fund hitherto worked at 3,000: [29, 1630, 262, 1665]
paragraph: No. 1, price 3d. each, in Wrapper 1s. 4d., or with Boards, 2s. AN Inquiry into the Nature of Responsibility, as deduced from Savage Justice, Civil Justice, and Social Justice; with some remarks upon the doctrine of Irresponsibility, as taught by Jesus Christ and Robert Owen; also upon the Responsibility of Man to God. By T. SIMMONS MACKINTOSH, Author of the "ELECTRICAL THEORY OF THE UNIVERSE." "A good mind as to honest men, good autumn humble all things come." Price 5d. Birmingham: Printed and Published by James Guest, 91, Steelhouse Lane; London: Cleave, Shoe Lane; and Watson, Paternoster Row, &c. Manchester: Heywood, Oldham Street; Liverpool: Stewart, White Chapel; and all Venders of Periodicals.: [1269, 1172, 1502, 1329]
paragraph: KNIGHTLEY NEW CHURCH.—The Free Gardeners wish to state, that they did not walk in procession at the laying of the foundation stone of this church.: [525, 826, 758, 860]
subscription-amount: 0 2 6: [738, 1292, 758, 1304]
subscriptions-heading: FOR MRS. FROST.: [592, 1257, 691, 1269]
subscription-row: [525, 1440, 758, 1451]
paragraph: "If the Corn Law Charges would be still more certainly beneficial to the labourers. A certain proportion of arable land being turned into pasture, would lessen the amount of agricultural employment; but as this would be an extended extension of our commerce, would so much enlarge manufacturing and mercantile employment, as to draw the country at all its superfluous labourers; and thus would increase the comforts of the poor.": [29, 181, 262, 271]
paragraph: WOLVERHAMPTON.—Mr. Candy lectured here on Wednesday. Several new members were added.: [1269, 179, 1502, 202]
subscriptions-table-9: [525, 1565, 758, 1576]
subscriber-name: From Mr. T. Ireland, Dunfermline: [525, 1372, 655, 1384]
paragraph: In the Press, and will be Published next Saturday, Price Twopence, Numbers 2 and 3 (double number) of the LABOURER'S LIBRARY, CONTAINING THE REMEDY for National Poverty and Impending National Ruin; or the only safe way of Repealing the Corn Laws, by enabling each Working Family in Britain to produce a "CHEAP LOAF" and a "BIG LOAF" for themselves at Home! By F. O'CONNOR, Esq., Barrister-at-Law, and Prisoner for Libel in York Castle. Addressed to the Landlords of Ireland.: [1269, 998, 1502, 1099]
masthead: [22, 6, 1509, 49]
local-intelligence-reports: [1021, 114, 1254, 828]
subscriptions-table-7: [525, 1497, 758, 1508]
subscription-row: [525, 1271, 758, 1282]
paragraph: T. R. N. CLOVER.—The engine has been uncovered.: [535, 557, 742, 569]
subscriber-name: From Collingley: [525, 1496, 589, 1508]
divider: [773, 564, 1006, 565]
divider-double: [525, 1581, 758, 1584]
paragraph: BOLTON.—Mr. Leech visited this town on Tuesday, and delivered a lecture in the Town Hall, Little Bolton, fraught with facts, arguments, and eloquence as his lectures always are. After the lecture, a resolution to become a member of the Union was moved by Mr. Daniel Diggles, seconded by Mr. John Sullivan, and carried with enthusiastic cheering without one dissentient voice.: [1269, 330, 1502, 410]
subscription-row: [525, 1304, 758, 1315]
subscriptions-table-3: [525, 1372, 758, 1383]
subscription-amount: 0 1 0: [738, 1400, 758, 1412]
paragraph: Bale Goods, consigned to Thomas Bromley, Goole, or Brownlow, Pearson, and Co., Hull, will be conveyed from Goole or Hull and delivered to the Consignees at Norwich, in Norwich, at the lowest rates; and at Norwich, in Norwich, at the lowest rates; and at Norwich, in Norwich, at all the Agents in Yarmouth.: [1269, 1597, 1502, 1665]
advertisements: [1269, 998, 1502, 1398]
paragraph: CITY OF WESTMINSTER.—Mr. Watkins lectured here last evening, on the Rev. Mr. Noel's plea for the Poor. The meeting was well attended.: [1269, 706, 1502, 740]
paragraph: R. COOK, DUNDEE, received too late for notice this week.: [525, 1117, 758, 1140]
news-reports: [773, 569, 1006, 1536]
paragraph: THE "LONDON WELCOME" shall appear.: [535, 719, 706, 731]
subscription-amount: 0 2 0: [738, 1332, 758, 1344]
paragraph: the anticipations from free-trade in corn will be as unlike the literal thing as Mr. "COTTON TWIST'S" free translation is unlike the literal construction of the original.: [525, 54, 758, 88]
subscriptions-heading-4: FUND FOR PERSECUTED CHARTISTS.: [538, 1387, 745, 1399]
column-6: [1262, 54, 1509, 2181]
paragraph: Rev. Sir, I was struck, forcibly struck, with such an illustration, the natural fancy presents a shepherd to his flock. You say, speaking of emigration—"Let those who have SENSE and COURAGE, seek happier homes, if they will, under fairer skies and less crowded shores." Sir, your definition of sense and courage must be very curious indeed; for I confess that, to my mind, I see a more cutting reflection upon yourself and our ruler, than a recommendation to all who had "sense" and "courage" to abandon their country, and abandon their God; for all who want the Lord their God has given them." In truth, Sir, "sense and courage" are qualities now but little required, and less valued, in a nation of chosen followers.: [29, 592, 262, 738]
paragraph: J. C.—The "Lines to O'Connor" shall appear.: [535, 634, 709, 646]
subscriptions-heading-7: FOR RICHARDSON, MANCHESTER.: [545, 1483, 738, 1495]
paragraph: Sir, I have taken your own calculations—not that I consider them as correct, but to argue upon. I do not esteem them as correct; because I feel convinced that many countries could send us wheat at six the quarter, after paying a duty of 6s. Rev. Sir, bear in mind, that ten millions quarters of wheat would furnish to twenty million persons, oil and pump, Lancasters, farm, dairies, at fifty of persons, and the aristocracy, 20 pounds of household flour per annum; but taking that after all the difference between the highest home price and lowest continental price upon the whole stock would be £5,000,000. Two hundred pounds of flour would make more than three hundred and sixty-five pounds of bread, which would give an average of three and a half stone of bread weekly to a family of seven.: [277, 1361, 510, 1518]
subscription-amount: 0 0 6: [738, 1440, 758, 1452]
subscriber-name: John Gorman: [525, 1440, 577, 1452]
subscription-amount: 0 0 6: [738, 1468, 758, 1480]
correspondents-notices: [525, 328, 758, 1140]
paragraph: Sir, if your plea was fully carried out, England, in less than two years could cover Europe with a carpet, and the Atlantic with a tarpaulin; while everyone in the world could be furnished with more manufactures from Slave-land than he could wear in the longest life; and the "NATURAL PRODUCERS" engaged in the good work starving the while!: [29, 512, 262, 591]
paragraph: "Profit on each'n £460?": [39, 1750, 134, 1762]
paragraph: MY LORDS AND GENTLEMEN,—This week, my reply to the Hon. and Rev. Mr. Noel's letter occupies that space which should have been devoted to my reply to you; and next week the space will be occupied by a detailed account of the Loyal Drogheda Trades' Association; so that my letter must stand over till the 28th of August. Mean time allow me to correct a very silly error which appears in the following passage of my last. It runs thus: "The rental of an acre of wheat, at five cwt. to the acre, and at 3s. per cwt. will be worth £1 5s. 0d." The passage should run thus, "The rental of an acre of wheat, at six hundred to the acre, at 3s. per hundred." The calculation is thus, six hundred weight of wheat at 3s. per hundred weight, is £1 4s.: and the loss to the farmer in one year, is about £1 5s. upon the acre. These errors would naturally lead to doubts, and therefore I hasten to correct them.: [1269, 766, 1502, 946]
column-4: [766, 54, 1014, 2181]
